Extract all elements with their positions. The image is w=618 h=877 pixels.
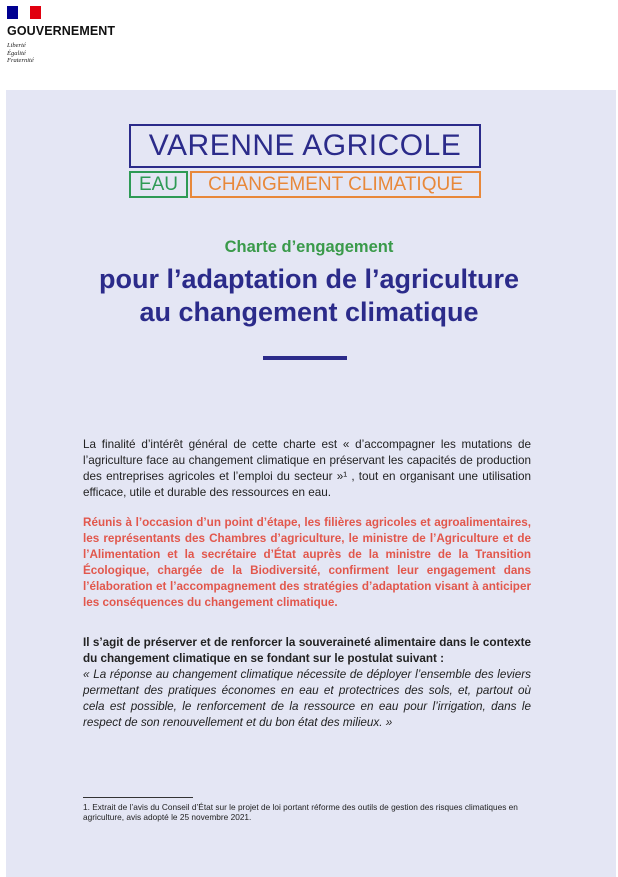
climate-badge-text: CHANGEMENT CLIMATIQUE [208, 173, 463, 195]
footnote-separator [83, 797, 193, 798]
motto-egalite: Égalité [7, 49, 26, 57]
eau-badge-text: EAU [138, 173, 179, 195]
title-line-2: au changement climatique [139, 297, 479, 327]
intro-paragraph: La finalité d’intérêt général de cette charte est « d’accompagner les mutations de l’agriculture face au changement climatique en préservant les capacités de production des entreprises agricoles et l’emploi du secteur »¹ , tout en organisant une utilisation efficace, utile et durable des ressources en eau. [83, 438, 531, 499]
title-divider [263, 356, 347, 360]
logo-title-text: VARENNE AGRICOLE [148, 129, 462, 162]
climate-badge [190, 171, 481, 198]
title-line-1: pour l’adaptation de l’agriculture [98, 264, 520, 294]
varenne-logo-title [129, 124, 481, 168]
footnote: 1. Extrait de l’avis du Conseil d’État sur le projet de loi portant réforme des outils de gestion des risques climatiques en agriculture, avis adopté le 25 novembre 2021. [83, 802, 518, 822]
government-name: GOUVERNEMENT [7, 24, 116, 38]
motto-liberte: Liberté [7, 42, 26, 49]
eau-badge [129, 171, 188, 198]
republique-flag-logo [7, 6, 41, 19]
republic-motto [7, 42, 34, 65]
sovereignty-paragraph: Il s’agit de préserver et de renforcer la souveraineté alimentaire dans le contexte du changement climatique en se fondant sur le postulat suivant : [83, 636, 531, 665]
charter-subtitle: Charte d’engagement [224, 238, 394, 256]
postulate-quote: « La réponse au changement climatique nécessite de déployer l’ensemble des leviers permettant des pratiques économes en eau et protectrices des sols, et, partout où cela est possible, le renforcement de la ressource en eau pour l’irrigation, dans le respect de son renouvellement et du bon état des milieux. » [83, 668, 531, 729]
commitment-paragraph: Réunis à l’occasion d’un point d’étape, les filières agricoles et agroalimentaires, les représentants des Chambres d’agriculture, le ministre de l’Agriculture et de l’Alimentation et la secrétaire d’État auprès de la ministre de la Transition Écologique, chargée de la Biodiversité, confirment leur engagement dans l’élaboration et l’accompagnement des stratégies d’adaptation visant à anticiper les conséquences du changement climatique. [83, 516, 531, 609]
page-title [0, 263, 618, 329]
motto-fraternite: Fraternité [7, 57, 34, 65]
